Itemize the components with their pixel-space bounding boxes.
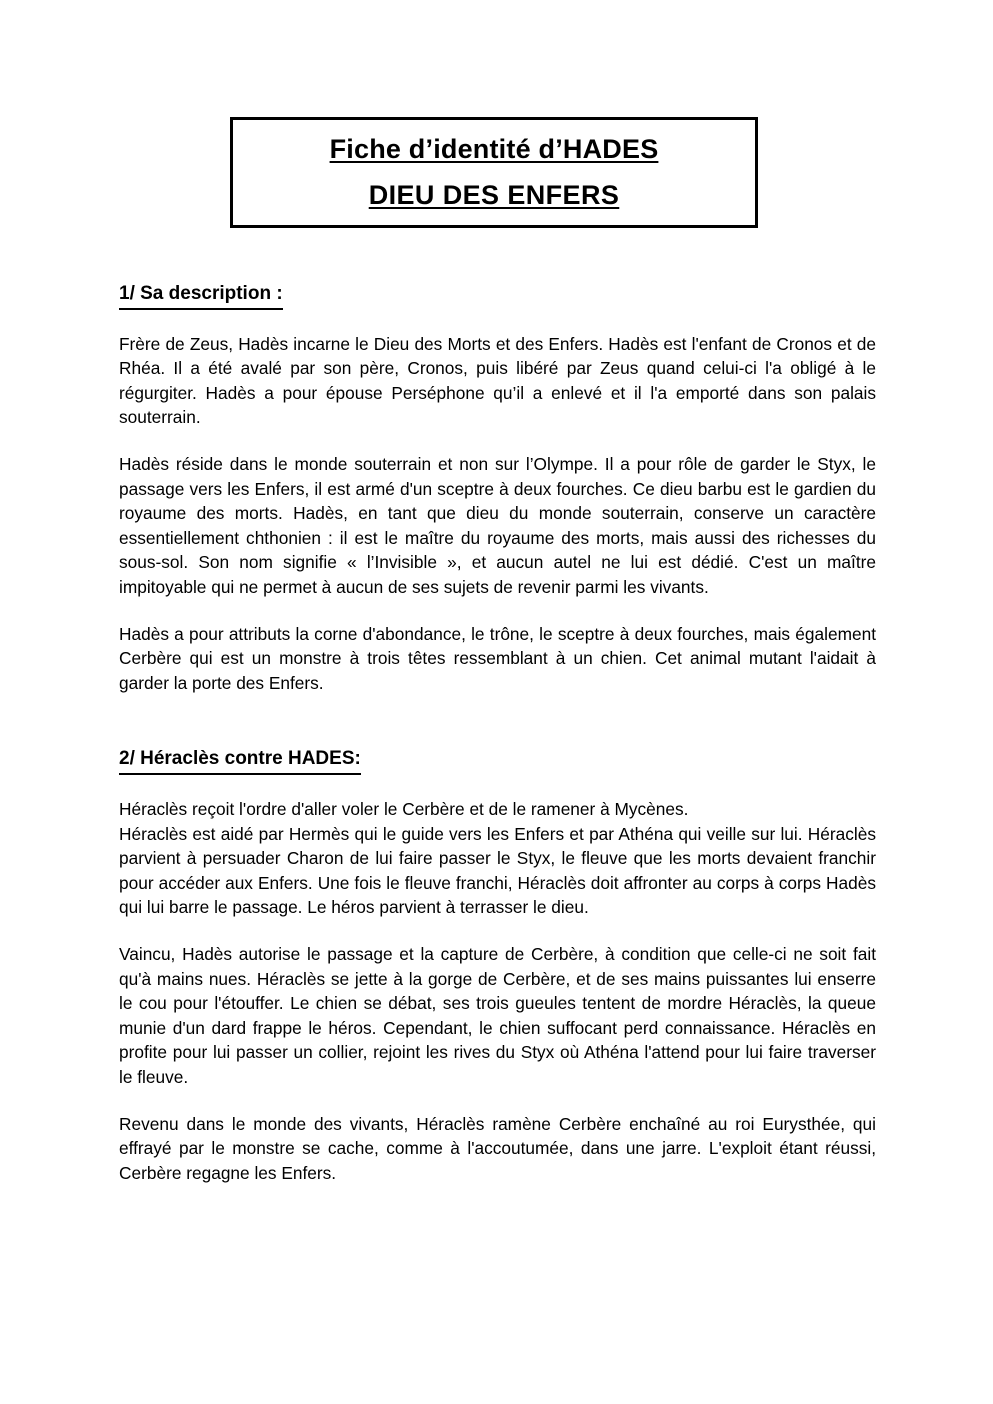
title-box — [230, 117, 758, 228]
paragraph-description-1: Frère de Zeus, Hadès incarne le Dieu des Morts et des Enfers. Hadès est l'enfant de Cronos et de Rhéa. Il a été avalé par son père, Cronos, puis libéré par Zeus quand celui-ci l'a obligé à le régurgiter. Hadès a pour épouse Perséphone qu’il a enlevé et il l'a emporté dans son palais souterrain. — [119, 333, 876, 428]
paragraph-description-3: Hadès a pour attributs la corne d'abondance, le trône, le sceptre à deux fourches, mais également Cerbère qui est un monstre à trois têtes ressemblant à un chien. Cet animal mutant l'aidait à garder la porte des Enfers. — [119, 623, 876, 693]
section-heading-description: 1/ Sa description : — [119, 282, 283, 310]
section-1-heading-wrapper — [119, 282, 876, 310]
document-title-line-1: Fiche d’identité d’HADES — [329, 134, 659, 165]
document-body — [119, 282, 876, 1185]
paragraph-heracles-1: Héraclès reçoit l'ordre d'aller voler le Cerbère et de le ramener à Mycènes. — [119, 799, 689, 820]
paragraph-description-2: Hadès réside dans le monde souterrain et non sur l’Olympe. Il a pour rôle de garder le Styx, le passage vers les Enfers, il est armé d'un sceptre à deux fourches. Ce dieu barbu est le gardien du royaume des morts. Hadès, en tant que dieu du monde souterrain, conserve un caractère essentiellement chthonien : il est le maître du royaume des morts, mais aussi des richesses du sous-sol. Son nom signifie « l’Invisible », et aucun autel ne lui est dédié. C'est un maître impitoyable qui ne permet à aucun de ses sujets de revenir parmi les vivants. — [119, 454, 876, 598]
section-2-heading-wrapper — [119, 747, 876, 775]
paragraph-heracles-3: Vaincu, Hadès autorise le passage et la capture de Cerbère, à condition que celle-ci ne soit fait qu'à mains nues. Héraclès se jette à la gorge de Cerbère, et de ses mains puissantes lui enserre le cou pour l'étouffer. Le chien se débat, ses trois gueules tentent de mordre Héraclès, la queue munie d'un dard frappe le héros. Cependant, le chien suffocant perd connaissance. Héraclès en profite pour lui passer un collier, rejoint les rives du Styx où Athéna l'attend pour lui faire traverser le fleuve. — [119, 944, 876, 1088]
paragraph-heracles-4: Revenu dans le monde des vivants, Héraclès ramène Cerbère enchaîné au roi Eurysthée, qui effrayé par le monstre se cache, comme à l'accoutumée, dans une jarre. L'exploit étant réussi, Cerbère regagne les Enfers. — [119, 1113, 876, 1183]
section-heading-heracles-vs-hades: 2/ Héraclès contre HADES: — [119, 747, 361, 775]
paragraph-heracles-2: Héraclès est aidé par Hermès qui le guide vers les Enfers et par Athéna qui veille sur lui. Héraclès parvient à persuader Charon de lui faire passer le Styx, le fleuve que les morts devaient franchir pour accéder aux Enfers. Une fois le fleuve franchi, Héraclès doit affronter au corps à corps Hadès qui lui barre le passage. Le héros parvient à terrasser le dieu. — [119, 823, 876, 918]
section-spacer — [119, 717, 876, 747]
document-title-line-2: DIEU DES ENFERS — [368, 179, 620, 210]
